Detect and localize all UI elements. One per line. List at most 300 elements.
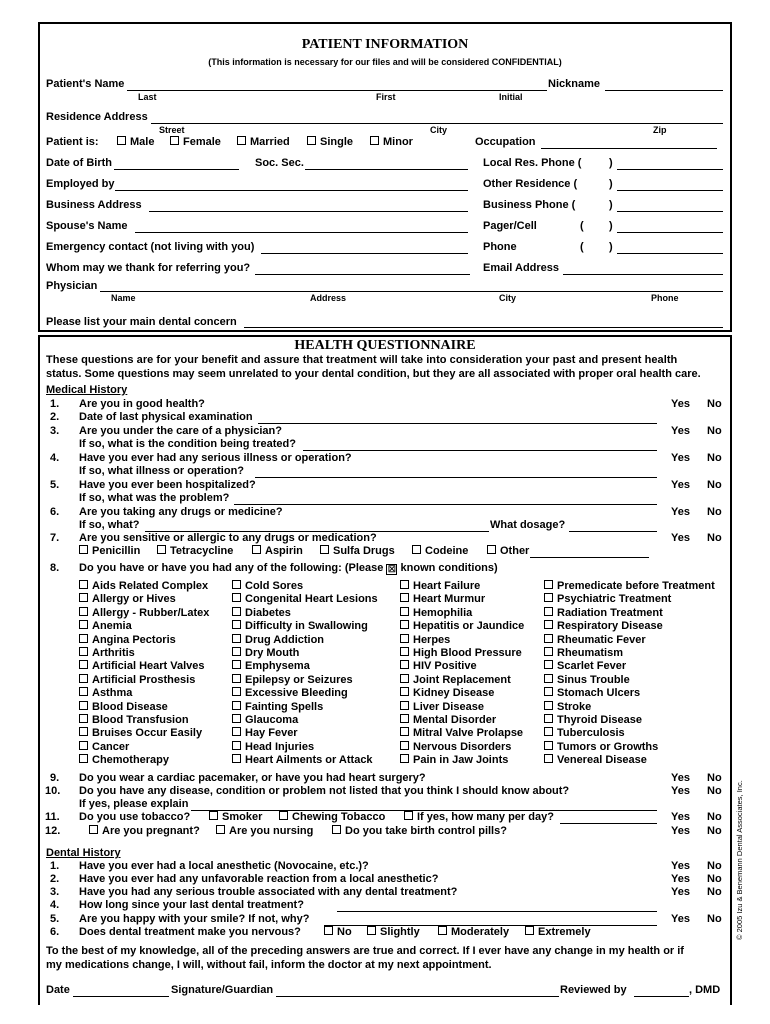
- condition-option[interactable]: [400, 620, 524, 632]
- q2-field[interactable]: [258, 423, 657, 424]
- option-label: If yes, how many per day?: [417, 811, 554, 823]
- checkbox-icon: [544, 741, 553, 750]
- other-residence-field[interactable]: [617, 190, 723, 191]
- condition-label: Heart Murmur: [413, 593, 486, 606]
- nervous-moderately-option[interactable]: [438, 926, 509, 938]
- q-number: 1.: [50, 398, 60, 410]
- date-field[interactable]: [73, 996, 169, 997]
- residence-address-field[interactable]: [151, 123, 723, 124]
- checkbox-icon: [400, 741, 409, 750]
- pregnant-option[interactable]: [89, 825, 200, 837]
- condition-label: Mitral Valve Prolapse: [413, 727, 524, 740]
- condition-label: Venereal Disease: [557, 754, 647, 767]
- checkbox-icon: [79, 580, 88, 589]
- condition-option[interactable]: [232, 607, 291, 619]
- male-label: Male: [130, 136, 155, 148]
- patient-is-label: Patient is:: [46, 136, 99, 148]
- condition-label: Hepatitis or Jaundice: [413, 620, 525, 633]
- d3-text: Have you had any serious trouble associated with any dental treatment?: [79, 886, 458, 898]
- spouses-name-field[interactable]: [135, 232, 468, 233]
- condition-option[interactable]: [79, 754, 169, 766]
- medical-history-heading: Medical History: [46, 384, 128, 396]
- checkbox-icon: [157, 545, 166, 554]
- d5-yes[interactable]: Yes: [671, 913, 690, 925]
- closing-statement-1: To the best of my knowledge, all of the preceding answers are true and correct. If I ever have any change in my health or if: [46, 945, 684, 957]
- condition-label: Artificial Prosthesis: [92, 673, 196, 686]
- condition-label: Tuberculosis: [557, 727, 625, 740]
- option-label: Moderately: [451, 926, 510, 938]
- paren-close: ): [609, 199, 613, 211]
- business-phone-label: Business Phone (: [483, 199, 576, 211]
- nursing-option[interactable]: [216, 825, 313, 837]
- checkbox-icon: [400, 607, 409, 616]
- male-option[interactable]: [117, 136, 154, 148]
- checkbox-icon: [232, 580, 241, 589]
- condition-option[interactable]: [79, 660, 205, 672]
- checkbox-icon: [370, 136, 379, 145]
- d4-text: How long since your last dental treatment?: [79, 899, 304, 911]
- other-allergy-field[interactable]: [530, 557, 649, 558]
- tobacco-how-many-option[interactable]: [404, 811, 554, 823]
- checkbox-icon: [79, 647, 88, 656]
- physician-address-sublabel: Address: [310, 293, 347, 303]
- reviewed-by-label: Reviewed by: [560, 984, 627, 996]
- condition-label: Joint Replacement: [413, 673, 511, 686]
- d1-text: Have you ever had a local anesthetic (Novocaine, etc.)?: [79, 860, 369, 872]
- condition-label: Mental Disorder: [413, 714, 497, 726]
- option-label: Aspirin: [265, 545, 303, 557]
- intro-line-2: status. Some questions may seem unrelated to your dental condition, but they are all associated with proper oral health care.: [46, 368, 701, 380]
- date-of-birth-label: Date of Birth: [46, 157, 112, 169]
- checkbox-icon: [400, 754, 409, 763]
- condition-option[interactable]: [544, 754, 647, 766]
- q3-no[interactable]: No: [707, 425, 722, 437]
- checkbox-icon: [79, 634, 88, 643]
- q1-text: Are you in good health?: [79, 398, 205, 410]
- checkbox-icon: [400, 647, 409, 656]
- checkbox-icon: [525, 926, 534, 935]
- q12-no[interactable]: No: [707, 825, 722, 837]
- q8-text-b: known conditions): [400, 562, 498, 574]
- checkbox-icon: [79, 754, 88, 763]
- married-option[interactable]: [237, 136, 290, 148]
- option-label: Smoker: [222, 811, 263, 823]
- q5-no[interactable]: No: [707, 479, 722, 491]
- physician-field[interactable]: [100, 291, 723, 292]
- checkbox-icon: [404, 811, 413, 820]
- d5-no[interactable]: No: [707, 913, 722, 925]
- q-number: 1.: [50, 860, 60, 872]
- q-number: 2.: [50, 873, 60, 885]
- checkbox-icon: [79, 593, 88, 602]
- minor-label: Minor: [383, 136, 413, 148]
- checkbox-icon: [232, 647, 241, 656]
- condition-label: Diabetes: [245, 606, 291, 619]
- q1-no[interactable]: No: [707, 398, 722, 410]
- q11-no[interactable]: No: [707, 811, 722, 823]
- condition-option[interactable]: [400, 580, 480, 592]
- checkbox-icon: [232, 741, 241, 750]
- condition-option[interactable]: [232, 580, 303, 592]
- health-questionnaire-title: HEALTH QUESTIONNAIRE: [294, 338, 476, 353]
- patient-info-title: PATIENT INFORMATION: [301, 37, 469, 52]
- checkbox-icon: [232, 660, 241, 669]
- condition-option[interactable]: [544, 660, 626, 672]
- nervous-slightly-option[interactable]: [367, 926, 420, 938]
- condition-label: Fainting Spells: [245, 700, 324, 713]
- condition-option[interactable]: [400, 754, 508, 766]
- condition-option[interactable]: [79, 647, 135, 659]
- condition-option[interactable]: [232, 647, 299, 659]
- d1-no[interactable]: No: [707, 860, 722, 872]
- pager-cell-label: Pager/Cell: [483, 220, 537, 232]
- option-label: Extremely: [538, 926, 591, 938]
- condition-option[interactable]: [79, 634, 176, 646]
- q4-text: Have you ever had any serious illness or operation?: [79, 452, 352, 464]
- q4-yes[interactable]: Yes: [671, 452, 690, 464]
- checkbox-icon: [544, 580, 553, 589]
- condition-option[interactable]: [544, 741, 658, 753]
- checkbox-icon: [232, 607, 241, 616]
- q11-yes[interactable]: Yes: [671, 811, 690, 823]
- q-number: 10.: [45, 785, 61, 797]
- condition-option[interactable]: [544, 727, 625, 739]
- condition-option[interactable]: [232, 674, 353, 686]
- business-phone-field[interactable]: [617, 211, 723, 212]
- q9-yes[interactable]: Yes: [671, 772, 690, 784]
- q3b-text: If so, what is the condition being treated?: [79, 438, 296, 450]
- checkbox-icon: [400, 727, 409, 736]
- q-number: 9.: [50, 772, 60, 784]
- q5-yes[interactable]: Yes: [671, 479, 690, 491]
- checkbox-icon: [400, 620, 409, 629]
- checkbox-icon: [400, 634, 409, 643]
- condition-label: Dry Mouth: [245, 647, 300, 659]
- condition-label: Pain in Jaw Joints: [413, 754, 509, 767]
- condition-option[interactable]: [79, 714, 189, 726]
- condition-label: Kidney Disease: [413, 687, 495, 700]
- condition-option[interactable]: [79, 741, 129, 753]
- codeine-option[interactable]: [412, 545, 468, 557]
- q3b-field[interactable]: [303, 450, 657, 451]
- q-number: 6.: [50, 926, 60, 938]
- q-number: 2.: [50, 411, 60, 423]
- referral-field[interactable]: [255, 274, 470, 275]
- condition-label: Respiratory Disease: [557, 620, 663, 633]
- patients-name-field[interactable]: [127, 90, 547, 91]
- q-number: 3.: [50, 886, 60, 898]
- condition-label: Anemia: [92, 620, 132, 633]
- physician-name-sublabel: Name: [111, 293, 136, 303]
- option-label: Are you pregnant?: [102, 825, 200, 837]
- single-label: Single: [320, 136, 354, 148]
- condition-label: Premedicate before Treatment: [557, 580, 715, 592]
- condition-option[interactable]: [79, 580, 208, 592]
- dental-concern-field[interactable]: [244, 327, 723, 328]
- q-number: 6.: [50, 506, 60, 518]
- condition-label: Heart Failure: [413, 580, 481, 592]
- reviewed-by-field[interactable]: [634, 996, 689, 997]
- nickname-field[interactable]: [605, 90, 723, 91]
- email-address-field[interactable]: [563, 274, 723, 275]
- checkbox-icon: [367, 926, 376, 935]
- condition-label: Difficulty in Swallowing: [245, 620, 368, 633]
- condition-label: Stomach Ulcers: [557, 687, 641, 700]
- condition-option[interactable]: [400, 741, 511, 753]
- condition-label: Sinus Trouble: [557, 673, 630, 686]
- q10b-text: If yes, please explain: [79, 798, 189, 810]
- date-of-birth-field[interactable]: [114, 169, 239, 170]
- condition-option[interactable]: [79, 701, 168, 713]
- single-option[interactable]: [307, 136, 353, 148]
- condition-option[interactable]: [232, 634, 324, 646]
- condition-option[interactable]: [400, 714, 496, 726]
- d4-field[interactable]: [337, 911, 657, 912]
- checkbox-icon: [400, 701, 409, 710]
- checkbox-icon: [400, 593, 409, 602]
- condition-option[interactable]: [232, 714, 298, 726]
- signature-field[interactable]: [276, 996, 559, 997]
- condition-option[interactable]: [79, 727, 202, 739]
- sulfa-drugs-option[interactable]: [320, 545, 395, 557]
- q-number: 8.: [50, 562, 60, 574]
- checkbox-icon: [79, 727, 88, 736]
- condition-option[interactable]: [400, 660, 477, 672]
- checkbox-icon: [544, 660, 553, 669]
- paren-close: ): [609, 178, 613, 190]
- paren-close: ): [609, 157, 613, 169]
- checkbox-icon: [544, 593, 553, 602]
- q5b-text: If so, what was the problem?: [79, 492, 230, 504]
- email-address-label: Email Address: [483, 262, 560, 274]
- q6-yes[interactable]: Yes: [671, 506, 690, 518]
- q3-yes[interactable]: Yes: [671, 425, 690, 437]
- checkbox-icon: [79, 687, 88, 696]
- occupation-label: Occupation: [475, 136, 536, 148]
- condition-option[interactable]: [544, 593, 671, 605]
- condition-option[interactable]: [232, 754, 373, 766]
- condition-option[interactable]: [232, 620, 368, 632]
- condition-option[interactable]: [400, 687, 494, 699]
- checkbox-icon: [117, 136, 126, 145]
- condition-option[interactable]: [232, 593, 378, 605]
- option-label: Slightly: [380, 926, 420, 938]
- condition-option[interactable]: [79, 687, 132, 699]
- emergency-contact-field[interactable]: [261, 253, 468, 254]
- q6-no[interactable]: No: [707, 506, 722, 518]
- checkbox-icon: [400, 660, 409, 669]
- condition-label: Excessive Bleeding: [245, 687, 348, 700]
- dental-concern-label: Please list your main dental concern: [46, 316, 237, 328]
- what-dosage-label: What dosage?: [490, 519, 566, 531]
- d2-yes[interactable]: Yes: [671, 873, 690, 885]
- q5b-field[interactable]: [234, 504, 657, 505]
- condition-label: Herpes: [413, 633, 451, 646]
- condition-label: Aids Related Complex: [92, 580, 209, 592]
- dosage-field[interactable]: [569, 531, 657, 532]
- initial-sublabel: Initial: [499, 92, 523, 102]
- pager-cell-field[interactable]: [617, 232, 723, 233]
- condition-label: Allergy - Rubber/Latex: [92, 606, 210, 619]
- condition-option[interactable]: [232, 660, 310, 672]
- minor-option[interactable]: [370, 136, 413, 148]
- condition-option[interactable]: [400, 674, 511, 686]
- q10-no[interactable]: No: [707, 785, 722, 797]
- employed-by-label: Employed by: [46, 178, 115, 190]
- q7-no[interactable]: No: [707, 532, 722, 544]
- checkbox-icon: [324, 926, 333, 935]
- checkbox-icon: [79, 620, 88, 629]
- spouses-name-label: Spouse's Name: [46, 220, 128, 232]
- condition-option[interactable]: [400, 634, 450, 646]
- residence-address-label: Residence Address: [46, 111, 148, 123]
- condition-label: Cancer: [92, 740, 130, 753]
- condition-label: Hemophilia: [413, 606, 473, 619]
- condition-option[interactable]: [544, 701, 591, 713]
- phone-label: Phone: [483, 241, 517, 253]
- female-label: Female: [183, 136, 221, 148]
- q9-text: Do you wear a cardiac pacemaker, or have you had heart surgery?: [79, 772, 426, 784]
- condition-label: Scarlet Fever: [557, 660, 627, 673]
- nervous-extremely-option[interactable]: [525, 926, 591, 938]
- condition-option[interactable]: [232, 701, 323, 713]
- condition-label: Rheumatism: [557, 647, 624, 659]
- condition-label: Head Injuries: [245, 740, 315, 753]
- condition-option[interactable]: [544, 674, 630, 686]
- q9-no[interactable]: No: [707, 772, 722, 784]
- penicillin-option[interactable]: [79, 545, 140, 557]
- other-residence-label: Other Residence (: [483, 178, 578, 190]
- condition-option[interactable]: [544, 647, 623, 659]
- d2-no[interactable]: No: [707, 873, 722, 885]
- condition-option[interactable]: [232, 727, 298, 739]
- local-res-phone-label: Local Res. Phone (: [483, 157, 582, 169]
- checkbox-icon: [544, 754, 553, 763]
- condition-option[interactable]: [544, 580, 715, 592]
- condition-option[interactable]: [400, 701, 484, 713]
- checkbox-icon: [209, 811, 218, 820]
- checkbox-icon: [544, 674, 553, 683]
- paren-open: (: [580, 241, 584, 253]
- q-number: 12.: [45, 825, 61, 837]
- condition-option[interactable]: [79, 607, 209, 619]
- checkbox-icon: [79, 607, 88, 616]
- aspirin-option[interactable]: [252, 545, 303, 557]
- q-number: 5.: [50, 913, 60, 925]
- soc-sec-field[interactable]: [305, 169, 468, 170]
- condition-option[interactable]: [544, 634, 646, 646]
- condition-label: Bruises Occur Easily: [92, 727, 203, 740]
- signature-label: Signature/Guardian: [171, 984, 274, 996]
- zip-sublabel: Zip: [653, 125, 667, 135]
- condition-option[interactable]: [544, 607, 663, 619]
- condition-option[interactable]: [79, 620, 132, 632]
- d1-yes[interactable]: Yes: [671, 860, 690, 872]
- occupation-field[interactable]: [541, 148, 717, 149]
- checkbox-icon: [252, 545, 261, 554]
- checkbox-icon: [232, 754, 241, 763]
- checked-box-icon: ☒: [387, 564, 396, 574]
- condition-label: Blood Transfusion: [92, 714, 189, 726]
- last-sublabel: Last: [138, 92, 157, 102]
- checkbox-icon: [400, 580, 409, 589]
- condition-option[interactable]: [400, 607, 472, 619]
- condition-option[interactable]: [79, 593, 176, 605]
- checkbox-icon: [544, 634, 553, 643]
- paren-close: ): [609, 241, 613, 253]
- condition-label: Radiation Treatment: [557, 606, 663, 619]
- tobacco-per-day-field[interactable]: [560, 823, 657, 824]
- q12-yes[interactable]: Yes: [671, 825, 690, 837]
- checkbox-icon: [400, 714, 409, 723]
- condition-option[interactable]: [400, 593, 485, 605]
- nervous-no-option[interactable]: [324, 926, 352, 938]
- checkbox-icon: [544, 714, 553, 723]
- condition-label: Allergy or Hives: [92, 593, 176, 606]
- condition-label: Blood Disease: [92, 700, 168, 713]
- birth-control-option[interactable]: [332, 825, 507, 837]
- condition-option[interactable]: [400, 647, 522, 659]
- business-address-field[interactable]: [149, 211, 468, 212]
- condition-option[interactable]: [544, 714, 642, 726]
- option-label: No: [337, 926, 352, 938]
- option-label: Are you nursing: [229, 825, 314, 837]
- q4-no[interactable]: No: [707, 452, 722, 464]
- condition-option[interactable]: [544, 687, 640, 699]
- checkbox-icon: [544, 607, 553, 616]
- q4b-field[interactable]: [255, 477, 657, 478]
- other-option[interactable]: [487, 545, 529, 557]
- q-number: 4.: [50, 452, 60, 464]
- option-label: Do you take birth control pills?: [345, 825, 507, 837]
- condition-label: Psychiatric Treatment: [557, 593, 672, 606]
- checkbox-icon: [320, 545, 329, 554]
- female-option[interactable]: [170, 136, 221, 148]
- condition-label: Congenital Heart Lesions: [245, 593, 378, 606]
- condition-option[interactable]: [400, 727, 523, 739]
- q1-yes[interactable]: Yes: [671, 398, 690, 410]
- referral-label: Whom may we thank for referring you?: [46, 262, 251, 274]
- checkbox-icon: [544, 701, 553, 710]
- checkbox-icon: [79, 714, 88, 723]
- d3-yes[interactable]: Yes: [671, 886, 690, 898]
- condition-option[interactable]: [232, 687, 348, 699]
- emergency-contact-label: Emergency contact (not living with you): [46, 241, 255, 253]
- emergency-phone-field[interactable]: [617, 253, 723, 254]
- checkbox-icon: [216, 825, 225, 834]
- local-res-phone-field[interactable]: [617, 169, 723, 170]
- tobacco-chewing-option[interactable]: [279, 811, 385, 823]
- condition-option[interactable]: [544, 620, 663, 632]
- business-address-label: Business Address: [46, 199, 142, 211]
- q-number: 5.: [50, 479, 60, 491]
- condition-label: Heart Ailments or Attack: [245, 754, 373, 767]
- d3-no[interactable]: No: [707, 886, 722, 898]
- condition-option[interactable]: [232, 741, 314, 753]
- employed-by-field[interactable]: [115, 190, 468, 191]
- condition-label: Artificial Heart Valves: [92, 660, 205, 673]
- condition-option[interactable]: [79, 674, 195, 686]
- checkbox-icon: [79, 741, 88, 750]
- closing-statement-2: my medications change, I will, without fail, inform the doctor at my next appointment.: [46, 959, 492, 971]
- q6b-text: If so, what?: [79, 519, 140, 531]
- condition-label: Cold Sores: [245, 580, 304, 592]
- physician-phone-sublabel: Phone: [651, 293, 679, 303]
- tobacco-smoker-option[interactable]: [209, 811, 262, 823]
- q7-yes[interactable]: Yes: [671, 532, 690, 544]
- q10-yes[interactable]: Yes: [671, 785, 690, 797]
- tetracycline-option[interactable]: [157, 545, 233, 557]
